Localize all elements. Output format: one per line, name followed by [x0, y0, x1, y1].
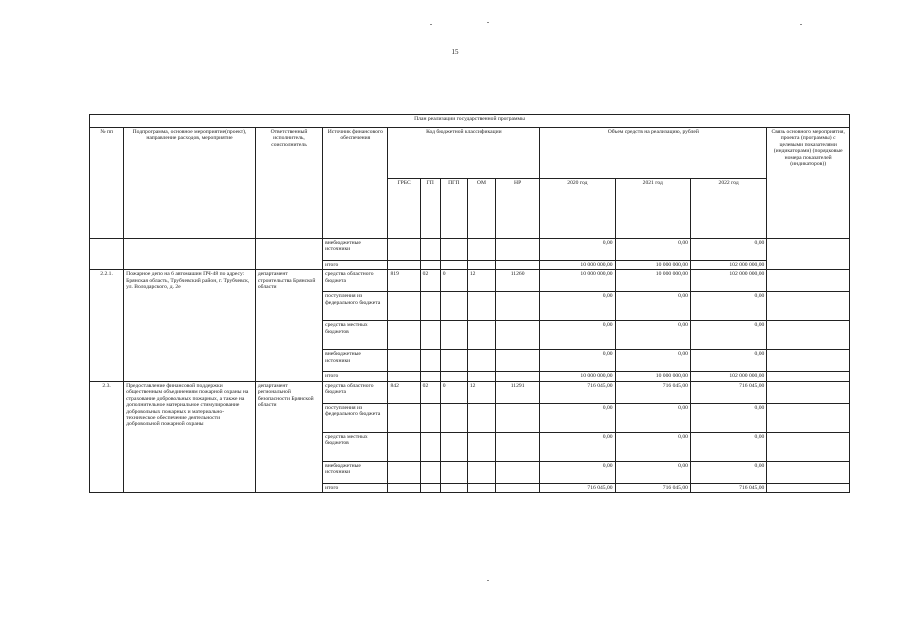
- item-num-cell: 2.2.1.: [90, 270, 124, 381]
- value-2020: 10 000 000,00: [540, 270, 615, 292]
- item-name-cell: Предоставление финансовой поддержки общественным объединениям пожарной охраны на страхование добровольных пожарных, а также на дополнительное материальное стимулирование добровольных пожарных и материально-техническое обеспечение деятельности добровольной пожарной охраны: [124, 381, 256, 492]
- nr-cell: [496, 483, 540, 492]
- gp-cell: 02: [420, 270, 440, 292]
- header-budget-code: Код бюджетной классификации: [388, 128, 540, 179]
- value-2020: 0,00: [540, 350, 615, 372]
- table-row: [90, 381, 850, 403]
- source-cell: итого: [323, 261, 388, 270]
- value-2021: 10 000 000,00: [615, 270, 690, 292]
- value-2021: 0,00: [615, 321, 690, 350]
- plan-table: [89, 114, 850, 493]
- value-2022: 716 045,00: [690, 381, 766, 403]
- value-2021: 0,00: [615, 350, 690, 372]
- value-2021: 0,00: [615, 432, 690, 461]
- grbs-cell: [388, 403, 420, 432]
- value-2022: 0,00: [690, 321, 766, 350]
- value-2020: 10 000 000,00: [540, 261, 615, 270]
- link-cell: [767, 292, 850, 321]
- value-2022: 0,00: [690, 239, 766, 261]
- header-2021: 2021 год: [615, 179, 690, 239]
- value-2022: 0,00: [690, 461, 766, 483]
- value-2021: 10 000 000,00: [615, 261, 690, 270]
- scan-speck: [487, 580, 489, 581]
- value-2021: 0,00: [615, 292, 690, 321]
- nr-cell: 11260: [496, 270, 540, 292]
- gp-cell: [420, 321, 440, 350]
- header-link: Связь основного мероприятия, проекта (программы) с целевыми показателями (индикаторами) (порядковые номера показателей (индикаторов)): [767, 128, 850, 239]
- header-2022: 2022 год: [690, 179, 766, 239]
- scan-speck: [800, 24, 802, 25]
- om-cell: [467, 483, 495, 492]
- link-cell: [767, 381, 850, 403]
- nr-cell: [496, 403, 540, 432]
- value-2020: 716 045,00: [540, 381, 615, 403]
- item-num-cell: 2.3.: [90, 381, 124, 492]
- om-cell: [467, 372, 495, 381]
- grbs-cell: [388, 321, 420, 350]
- scan-speck: [430, 24, 432, 25]
- page-number: 15: [451, 48, 459, 56]
- link-cell: [767, 483, 850, 492]
- name-cell: [124, 239, 256, 270]
- grbs-cell: [388, 372, 420, 381]
- om-cell: [467, 432, 495, 461]
- om-cell: [467, 461, 495, 483]
- grbs-cell: [388, 483, 420, 492]
- header-2020: 2020 год: [540, 179, 615, 239]
- value-2022: 0,00: [690, 432, 766, 461]
- link-cell: [767, 403, 850, 432]
- link-cell: [767, 350, 850, 372]
- source-cell: поступления из федерального бюджета: [323, 403, 388, 432]
- nr-cell: [496, 292, 540, 321]
- nr-cell: [496, 461, 540, 483]
- source-cell: итого: [323, 483, 388, 492]
- source-cell: средства областного бюджета: [323, 270, 388, 292]
- value-2022: 0,00: [690, 403, 766, 432]
- item-name-cell: Пожарное депо на 6 автомашин ПЧ-48 по адресу: Брянская область, Трубчевский район, г. Трубчевск, ул. Володарского, д. 2е: [124, 270, 256, 381]
- source-cell: итого: [323, 372, 388, 381]
- num-cell: [90, 239, 124, 270]
- item-responsible-cell: департамент строительства Брянской области: [255, 270, 322, 381]
- om-cell: [467, 321, 495, 350]
- grbs-cell: 819: [388, 270, 420, 292]
- grbs-cell: [388, 432, 420, 461]
- table-row: [90, 270, 850, 292]
- pgp-cell: 0: [440, 270, 467, 292]
- value-2021: 716 045,00: [615, 483, 690, 492]
- source-cell: средства областного бюджета: [323, 381, 388, 403]
- value-2022: 716 045,00: [690, 483, 766, 492]
- source-cell: средства местных бюджетов: [323, 432, 388, 461]
- value-2020: 0,00: [540, 432, 615, 461]
- pgp-cell: [440, 432, 467, 461]
- om-cell: [467, 292, 495, 321]
- grbs-cell: [388, 461, 420, 483]
- pgp-cell: [440, 372, 467, 381]
- header-source: Источник финансового обеспечения: [323, 128, 388, 239]
- value-2020: 716 045,00: [540, 483, 615, 492]
- source-cell: внебюджетные источники: [323, 239, 388, 261]
- grbs-cell: 842: [388, 381, 420, 403]
- source-cell: поступления из федерального бюджета: [323, 292, 388, 321]
- om-cell: 12: [467, 381, 495, 403]
- gp-cell: [420, 432, 440, 461]
- gp-cell: [420, 403, 440, 432]
- nr-cell: [496, 321, 540, 350]
- value-2022: 102 000 000,00: [690, 261, 766, 270]
- om-cell: [467, 350, 495, 372]
- gp-cell: [420, 372, 440, 381]
- value-2020: 0,00: [540, 239, 615, 261]
- source-cell: внебюджетные источники: [323, 461, 388, 483]
- source-cell: внебюджетные источники: [323, 350, 388, 372]
- pgp-cell: [440, 321, 467, 350]
- item-responsible-cell: департамент региональной безопасности Брянской области: [255, 381, 322, 492]
- pgp-cell: [440, 483, 467, 492]
- header-name: Подпрограмма, основное мероприятие(проект), направление расходов, мероприятие: [124, 128, 256, 239]
- value-2022: 102 000 000,00: [690, 372, 766, 381]
- link-cell: [767, 270, 850, 292]
- grbs-cell: [388, 292, 420, 321]
- header-grbs: ГРБС: [388, 179, 420, 239]
- value-2020: 10 000 000,00: [540, 372, 615, 381]
- link-cell: [767, 321, 850, 350]
- pgp-cell: [440, 292, 467, 321]
- value-2020: 0,00: [540, 292, 615, 321]
- pgp-cell: [440, 350, 467, 372]
- value-2022: 0,00: [690, 350, 766, 372]
- value-2021: 0,00: [615, 239, 690, 261]
- gp-cell: [420, 461, 440, 483]
- pgp-cell: [440, 461, 467, 483]
- value-2021: 0,00: [615, 461, 690, 483]
- header-gp: ГП: [420, 179, 440, 239]
- grbs-cell: [388, 350, 420, 372]
- value-2020: 0,00: [540, 321, 615, 350]
- value-2020: 0,00: [540, 461, 615, 483]
- value-2021: 716 045,00: [615, 381, 690, 403]
- table-row: [90, 239, 850, 261]
- header-responsible: Ответственный исполнитель, соисполнитель: [255, 128, 322, 239]
- nr-cell: [496, 432, 540, 461]
- gp-cell: 02: [420, 381, 440, 403]
- header-num: № пп: [90, 128, 124, 239]
- header-nr: НР: [496, 179, 540, 239]
- value-2021: 10 000 000,00: [615, 372, 690, 381]
- nr-cell: 11291: [496, 381, 540, 403]
- header-om: ОМ: [467, 179, 495, 239]
- value-2021: 0,00: [615, 403, 690, 432]
- om-cell: 12: [467, 270, 495, 292]
- value-2022: 0,00: [690, 292, 766, 321]
- pgp-cell: 0: [440, 381, 467, 403]
- gp-cell: [420, 292, 440, 321]
- link-cell: [767, 239, 850, 270]
- link-cell: [767, 432, 850, 461]
- header-pgp: ПГП: [440, 179, 467, 239]
- nr-cell: [496, 350, 540, 372]
- nr-cell: [496, 372, 540, 381]
- link-cell: [767, 461, 850, 483]
- om-cell: [467, 403, 495, 432]
- table-title: План реализации государственной программы: [90, 115, 850, 128]
- value-2022: 102 000 000,00: [690, 270, 766, 292]
- source-cell: средства местных бюджетов: [323, 321, 388, 350]
- gp-cell: [420, 483, 440, 492]
- value-2020: 0,00: [540, 403, 615, 432]
- header-volume: Объем средств на реализацию, рублей: [540, 128, 767, 179]
- responsible-cell: [255, 239, 322, 270]
- pgp-cell: [440, 403, 467, 432]
- scan-speck: [487, 22, 489, 23]
- gp-cell: [420, 350, 440, 372]
- link-cell: [767, 372, 850, 381]
